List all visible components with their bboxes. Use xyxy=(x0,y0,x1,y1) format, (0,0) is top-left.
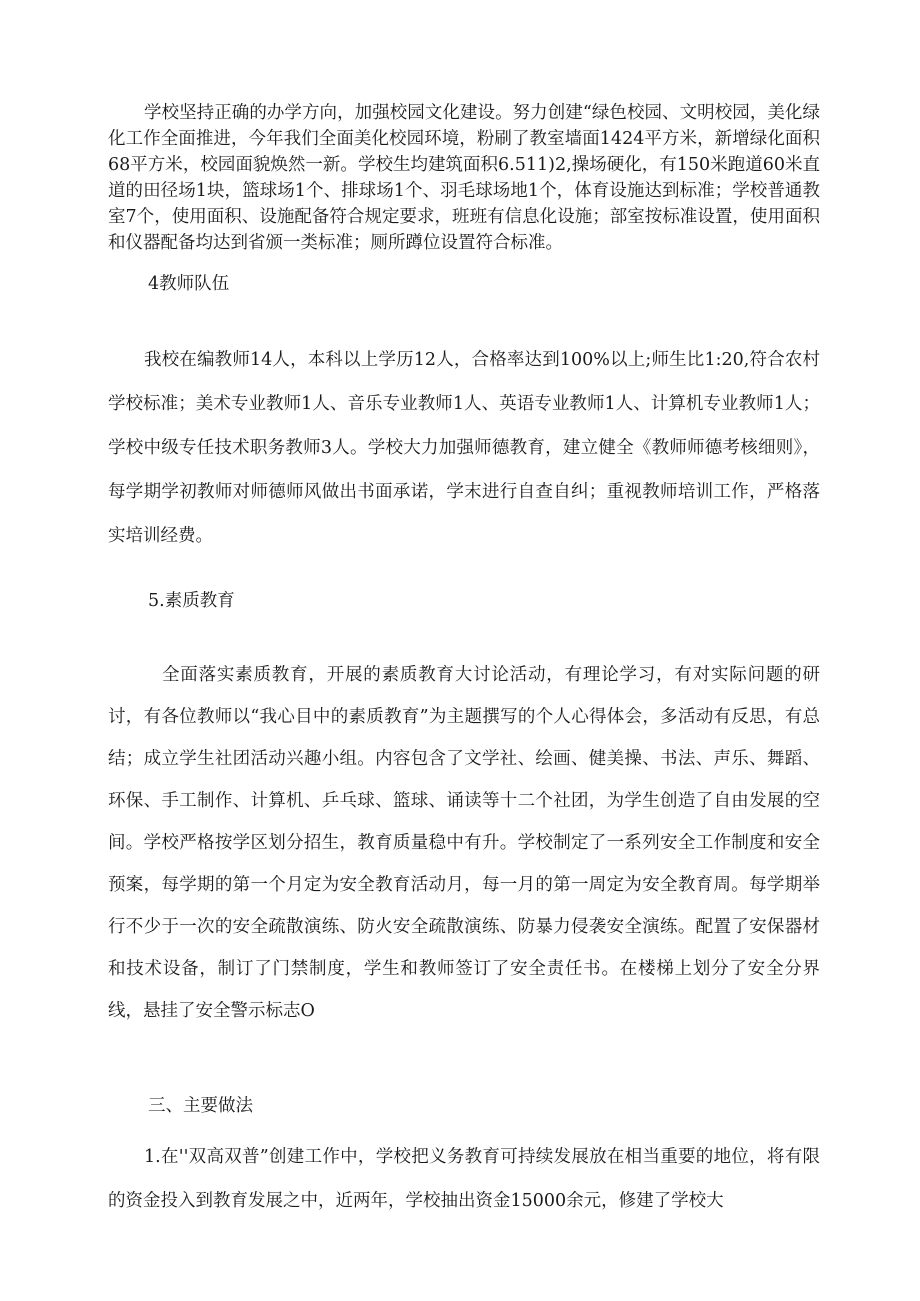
heading-teacher-team: 4教师队伍 xyxy=(148,274,230,294)
paragraph-teacher-team: 我校在编教师14人，本科以上学历12人，合格率达到100%以上;师生比1:20,符合农村学校标准；美术专业教师1人、音乐专业教师1人、英语专业教师1人、计算机专业教师1人；学校中级专任技术职务教师3人。学校大力加强师德教育，建立健全《教师师德考核细则》，每学期学初教师对师德师风做出书面承诺，学末进行自查自纠；重视教师培训工作，严格落实培训经费。 xyxy=(108,350,820,546)
paragraph-quality-education: 全面落实素质教育，开展的素质教育大讨论活动，有理论学习，有对实际问题的研讨，有各位教师以“我心目中的素质教育”为主题撰写的个人心得体会，多活动有反思，有总结；成立学生社团活动兴趣小组。内容包含了文学社、绘画、健美操、书法、声乐、舞蹈、环保、手工制作、计算机、乒乓球、篮球、诵读等十二个社团，为学生创造了自由发展的空间。学校严格按学区划分招生，教育质量稳中有升。学校制定了一系列安全工作制度和安全预案，每学期的第一个月定为安全教育活动月，每一月的第一周定为安全教育周。每学期举行不少于一次的安全疏散演练、防火安全疏散演练、防暴力侵袭安全演练。配置了安保器材和技术设备，制订了门禁制度，学生和教师签订了安全责任书。在楼梯上划分了安全分界线，悬挂了安全警示标志O xyxy=(108,665,820,1021)
heading-quality-education: 5.素质教育 xyxy=(148,591,235,611)
paragraph-campus-culture: 学校坚持正确的办学方向，加强校园文化建设。努力创建“绿色校园、文明校园，美化绿化工作全面推进，今年我们全面美化校园环境，粉刷了教室墙面1424平方米，新增绿化面积68平方米，校园面貌焕然一新。学校生均建筑面积6.511)2,操场硬化，有150米跑道60米直道的田径场1块，篮球场1个、排球场1个、羽毛球场地1个，体育设施达到标准；学校普通教室7个，使用面积、设施配备符合规定要求，班班有信息化设施；部室按标准设置，使用面积和仪器配备均达到省颁一类标准；厕所蹲位设置符合标准。 xyxy=(108,103,820,253)
paragraph-main-practices: 1.在''双高双普”创建工作中，学校把义务教育可持续发展放在相当重要的地位，将有限的资金投入到教育发展之中，近两年，学校抽出资金15000余元，修建了学校大 xyxy=(108,1147,820,1211)
heading-main-practices: 三、主要做法 xyxy=(148,1096,253,1116)
